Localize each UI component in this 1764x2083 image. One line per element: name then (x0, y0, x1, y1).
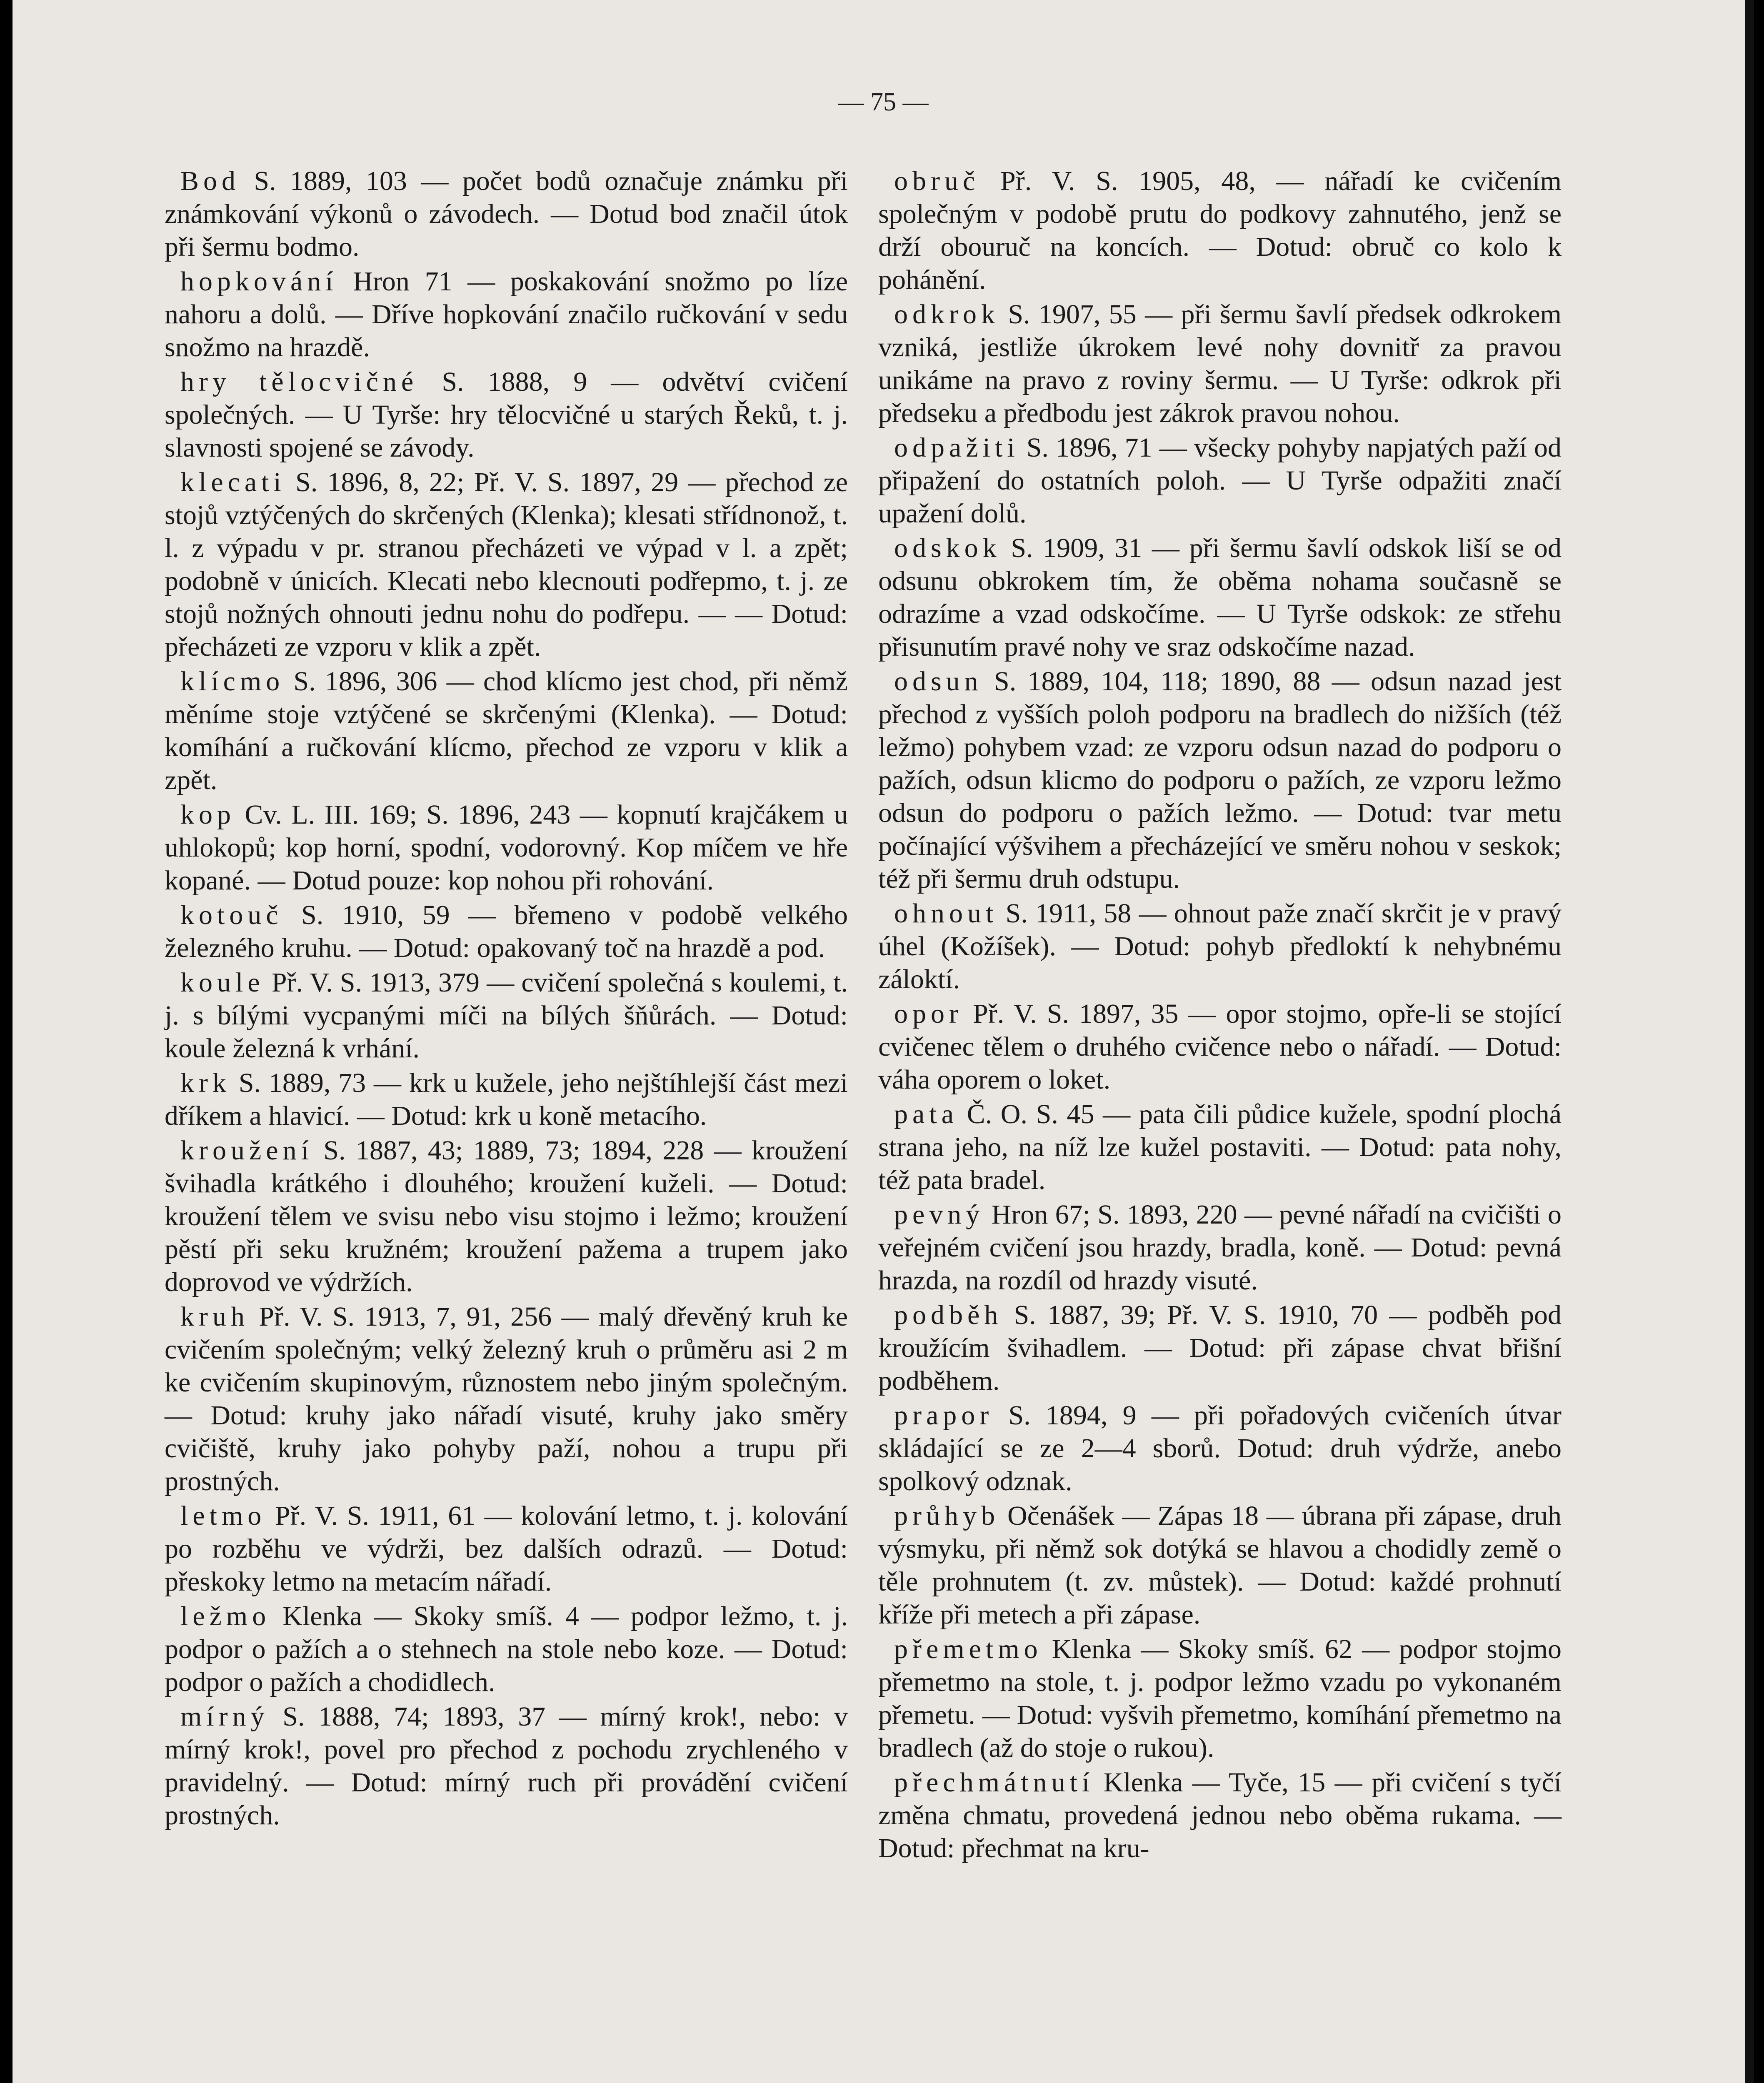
dictionary-entry (878, 1499, 1562, 1631)
dictionary-entry (878, 1633, 1562, 1764)
entry-term: odpažiti (894, 432, 1019, 463)
dictionary-entry (165, 1066, 848, 1132)
entry-body: S. 1888, 9 — odvětví cvičení společných. — U Tyrše: hry tělocvičné u starých Řeků, t. j. slavnosti spojené se závody. (165, 367, 848, 463)
entry-body: S. 1889, 104, 118; 1890, 88 — odsun nazad jest přechod z vyšších poloh podporu na bradlech do nižších (též ležmo) pohybem vzad: ze vzporu odsun nazad do podporu o pažích, odsun klicmo do podporu o pažích, ze vzporu ležmo odsun do podporu o pažích ležmo. — Dotud: tvar metu počínající výšvihem a přecházející ve směru nohou v seskok; též při šermu druh odstupu. (878, 666, 1562, 894)
entry-term: prapor (894, 1400, 994, 1431)
entry-body: Klenka — Skoky smíš. 4 — podpor ležmo, t. j. podpor o pažích a o stehnech na stole nebo koze. — Dotud: podpor o pažích a chodidlech. (165, 1601, 848, 1697)
entry-body: S. 1889, 73 — krk u kužele, jeho nejštíhlejší část mezi dříkem a hlavicí. — Dotud: krk u koně metacího. (165, 1068, 848, 1131)
entry-body: Očenášek — Zápas 18 — úbrana při zápase, druh výsmyku, při němž sok dotýká se hlavou a chodidly země o těle prohnutem (t. zv. můstek). — Dotud: každé prohnutí kříže při metech a při zápase. (878, 1501, 1562, 1630)
dictionary-entry (165, 665, 848, 797)
entry-term: kruh (180, 1301, 249, 1332)
entry-body: S. 1911, 58 — ohnout paže značí skrčit je v pravý úhel (Kožíšek). — Dotud: pohyb předloktí k nehybnému záloktí. (878, 898, 1562, 994)
dictionary-entry (165, 1700, 848, 1832)
entry-body: Cv. L. III. 169; S. 1896, 243 — kopnutí krajčákem u uhlokopů; kop horní, spodní, vodorovný. Kop míčem ve hře kopané. — Dotud pouze: kop nohou při rohování. (165, 799, 848, 896)
dictionary-entry (878, 1098, 1562, 1196)
entry-body: Př. V. S. 1905, 48, — nářadí ke cvičením společným v podobě prutu do podkovy zahnutého, jenž se drží obouruč na koncích. — Dotud: obruč co kolo k pohánění. (878, 166, 1562, 295)
entry-body: S. 1896, 306 — chod klícmo jest chod, při němž měníme stoje vztýčené se skrčenými (Klenka). — Dotud: komíhání a ručkování klícmo, přechod ze vzporu v klik a zpět. (165, 666, 848, 795)
entry-term: letmo (180, 1501, 266, 1531)
entry-term: pata (894, 1099, 958, 1129)
dictionary-entry (165, 1600, 848, 1698)
entry-term: hry tělocvičné (180, 367, 418, 397)
dictionary-entry (165, 265, 848, 364)
entry-body: S. 1894, 9 — při pořadových cvičeních útvar skládající se ze 2—4 sborů. Dotud: druh výdrže, anebo spolkový odznak. (878, 1400, 1562, 1496)
entry-body: Př. V. S. 1897, 35 — opor stojmo, opře-li se stojící cvičenec tělem o druhého cvičence nebo o nářadí. — Dotud: váha oporem o loket. (878, 999, 1562, 1095)
dictionary-entry (165, 1300, 848, 1498)
left-column (165, 165, 848, 1833)
entry-body: S. 1896, 71 — všecky pohyby napjatých paží od připažení do ostatních poloh. — U Tyrše odpažiti značí upažení dolů. (878, 432, 1562, 529)
entry-term: pevný (894, 1199, 984, 1230)
entry-term: obruč (894, 166, 980, 196)
dictionary-entry (165, 966, 848, 1065)
dictionary-entry (878, 165, 1562, 296)
dictionary-entry (165, 798, 848, 897)
entry-body: S. 1887, 43; 1889, 73; 1894, 228 — kroužení švihadla krátkého i dlouhého; kroužení kuželi. — Dotud: kroužení tělem ve svisu nebo visu stojmo i ležmo; kroužení pěstí při seku kružném; kroužení pažema a trupem jako doprovod ve výdržích. (165, 1135, 848, 1297)
entry-term: podběh (894, 1300, 1003, 1330)
dictionary-entry (878, 997, 1562, 1096)
entry-body: S. 1907, 55 — při šermu šavlí předsek odkrokem vzniká, jestliže úkrokem levé nohy dovnitř za pravou unikáme na pravo z roviny šermu. — U Tyrše: odkrok při předseku a předbodu jest zákrok pravou nohou. (878, 299, 1562, 428)
entry-term: odskok (894, 533, 1001, 563)
dictionary-entry (165, 1499, 848, 1598)
entry-body: Př. V. S. 1913, 379 — cvičení společná s koulemi, t. j. s bílými vycpanými míči na bílých šňůrách. — Dotud: koule železná k vrhání. (165, 967, 848, 1064)
dictionary-entry (878, 1299, 1562, 1397)
entry-term: opor (894, 999, 963, 1029)
entry-term: ohnout (894, 898, 998, 929)
entry-body: S. 1887, 39; Př. V. S. 1910, 70 — podběh pod kroužícím švihadlem. — Dotud: při zápase chvat břišní podběhem. (878, 1300, 1562, 1396)
entry-term: kop (180, 799, 235, 830)
entry-term: koule (180, 967, 265, 998)
entry-body: Př. V. S. 1913, 7, 91, 256 — malý dřevěný kruh ke cvičením společným; velký železný kruh o průměru asi 2 m ke cvičením skupinovým, různostem nebo jiným společným. — Dotud: kruhy jako nářadí visuté, kruhy jako směry cvičiště, kruhy jako pohyby paží, nohou a trupu při prostných. (165, 1301, 848, 1496)
entry-body: Č. O. S. 45 — pata čili půdice kužele, spodní plochá strana jeho, na níž lze kužel postaviti. — Dotud: pata nohy, též pata bradel. (878, 1099, 1562, 1195)
entry-term: odsun (894, 666, 983, 697)
dictionary-entry (878, 1766, 1562, 1865)
dictionary-entry (878, 298, 1562, 430)
entry-term: mírný (180, 1701, 269, 1732)
entry-term: přechmátnutí (894, 1767, 1094, 1798)
entry-term: klícmo (180, 666, 285, 697)
entry-body: Klenka — Skoky smíš. 62 — podpor stojmo přemetmo na stole, t. j. podpor ležmo vzadu po vykonaném přemetu. — Dotud: vyšvih přemetmo, komíhání přemetmo na bradlech (až do stoje o rukou). (878, 1634, 1562, 1763)
dictionary-entry (165, 365, 848, 464)
dictionary-entry (878, 532, 1562, 663)
entry-term: hopkování (180, 266, 338, 297)
dictionary-entry (165, 466, 848, 663)
entry-body: S. 1888, 74; 1893, 37 — mírný krok!, nebo: v mírný krok!, povel pro přechod z pochodu zrychleného v pravidelný. — Dotud: mírný ruch při provádění cvičení prostných. (165, 1701, 848, 1831)
right-column (878, 165, 1562, 1866)
entry-term: odkrok (894, 299, 999, 330)
entry-term: krk (180, 1068, 231, 1098)
dictionary-entry (878, 1198, 1562, 1297)
entry-term: průhyb (894, 1501, 999, 1531)
dictionary-entry (878, 1399, 1562, 1498)
entry-body: S. 1910, 59 — břemeno v podobě velkého železného kruhu. — Dotud: opakovaný toč na hrazdě a pod. (165, 900, 848, 963)
entry-term: kotouč (180, 900, 283, 930)
entry-term: Bod (180, 166, 240, 196)
entry-body: S. 1909, 31 — při šermu šavlí odskok liší se od odsunu obkrokem tím, že oběma nohama současně se odrazíme a vzad odskočíme. — U Tyrše odskok: ze střehu přisunutím pravé nohy ve sraz odskočíme nazad. (878, 533, 1562, 662)
entry-body: S. 1889, 103 — počet bodů označuje známku při známkování výkonů o závodech. — Dotud bod značil útok při šermu bodmo. (165, 166, 848, 262)
entry-term: ležmo (180, 1601, 271, 1631)
dictionary-entry (878, 665, 1562, 895)
dictionary-entry (165, 1134, 848, 1299)
page-number: — 75 — (838, 88, 929, 116)
entry-term: kroužení (180, 1135, 313, 1166)
entry-body: Hron 71 — poskakování snožmo po líze nahoru a dolů. — Dříve hopkování značilo ručkování v sedu snožmo na hrazdě. (165, 266, 848, 362)
dictionary-entry (878, 431, 1562, 530)
entry-term: klecati (180, 467, 286, 497)
entry-body: S. 1896, 8, 22; Př. V. S. 1897, 29 — přechod ze stojů vztýčených do skrčených (Klenka); klesati střídnonož, t. l. z výpadu v pr. stranou přecházeti ve výpad v l. a zpět; podobně v únicích. Klecati nebo klecnouti podřepmo, t. j. ze stojů nožných ohnouti jednu nohu do podřepu. — — Dotud: přecházeti ze vzporu v klik a zpět. (165, 467, 848, 662)
scanned-page (12, 0, 1754, 2083)
dictionary-entry (165, 899, 848, 964)
dictionary-entry (878, 897, 1562, 996)
entry-body: Klenka — Tyče, 15 — při cvičení s tyčí změna chmatu, provedená jednou nebo oběma rukama. — Dotud: přechmat na kru- (878, 1767, 1562, 1863)
scan-edge (1745, 0, 1754, 2083)
entry-body: Hron 67; S. 1893, 220 — pevné nářadí na cvičišti o veřejném cvičení jsou hrazdy, bradla, koně. — Dotud: pevná hrazda, na rozdíl od hrazdy visuté. (878, 1199, 1562, 1296)
entry-term: přemetmo (894, 1634, 1042, 1664)
dictionary-entry (165, 165, 848, 263)
entry-body: Př. V. S. 1911, 61 — kolování letmo, t. j. kolování po rozběhu ve výdrži, bez dalších odrazů. — Dotud: přeskoky letmo na metacím nářadí. (165, 1501, 848, 1597)
